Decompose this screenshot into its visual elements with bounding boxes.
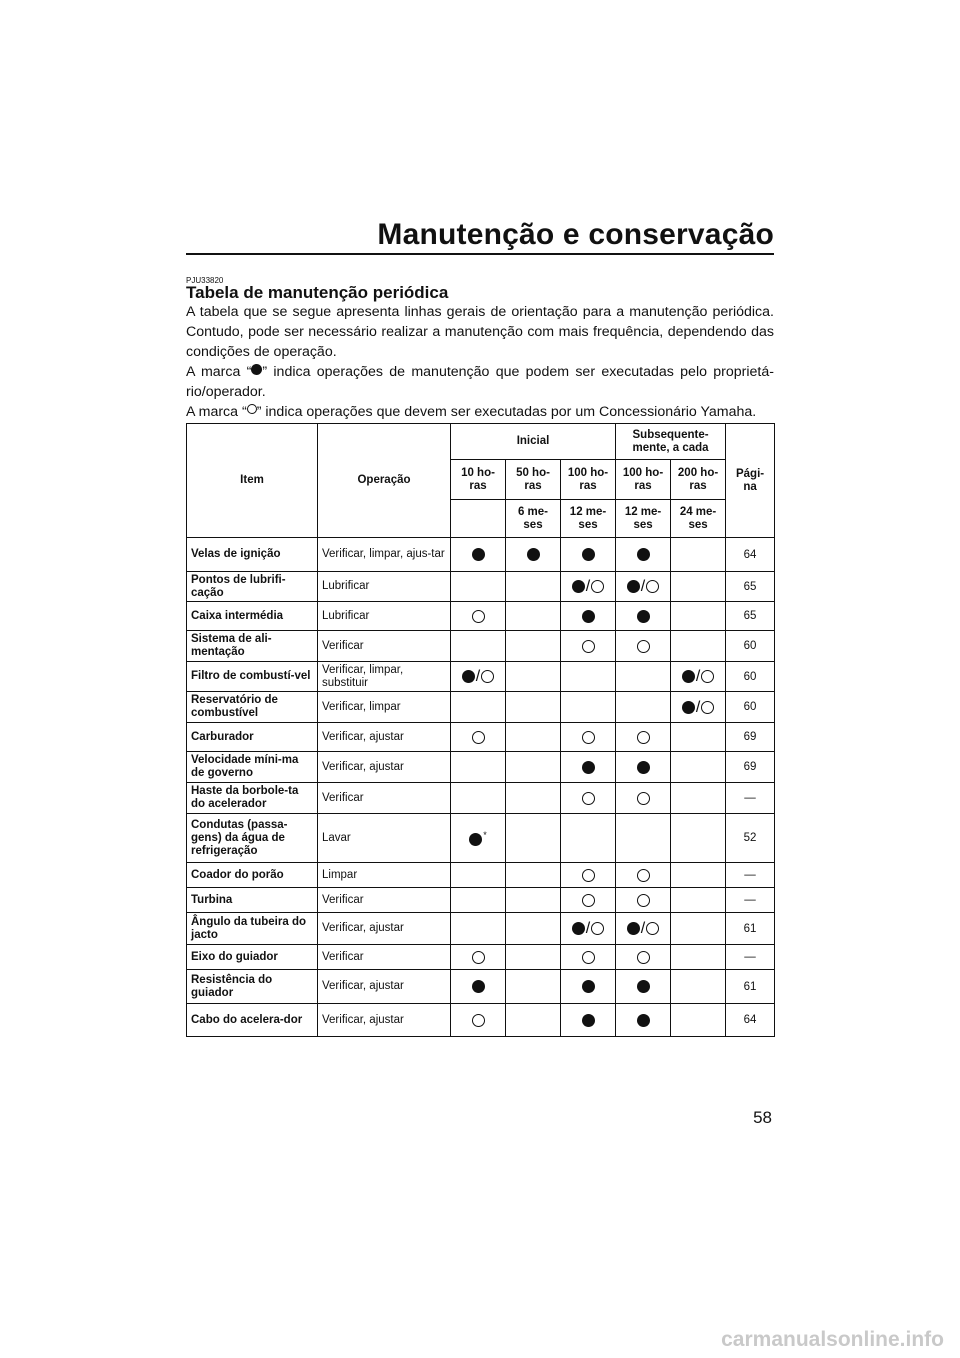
row-item: Eixo do guiador	[187, 945, 318, 970]
header-months	[451, 500, 506, 538]
row-page: 60	[726, 631, 775, 662]
open-mark-after: ” indica operações que devem ser executadas por um Concessionário Yamaha.	[256, 404, 757, 420]
row-page: 60	[726, 692, 775, 723]
open-circle-icon	[582, 792, 595, 805]
row-mark	[451, 945, 506, 970]
slash-icon: /	[640, 578, 646, 595]
row-operation: Verificar	[318, 945, 451, 970]
row-mark	[561, 814, 616, 863]
page-title: Manutenção e conservação	[377, 218, 774, 251]
row-mark	[616, 913, 671, 945]
header-hours: 50 ho-ras	[506, 460, 561, 500]
open-circle-icon	[472, 610, 485, 623]
table-row	[187, 888, 775, 913]
open-circle-icon	[637, 731, 650, 744]
row-mark	[671, 913, 726, 945]
row-item: Cabo do acelera-dor	[187, 1004, 318, 1037]
row-mark	[671, 752, 726, 783]
open-circle-icon	[646, 922, 659, 935]
row-mark	[616, 692, 671, 723]
row-mark	[451, 888, 506, 913]
filled-circle-icon	[637, 761, 650, 774]
row-mark	[506, 888, 561, 913]
row-operation: Verificar, ajustar	[318, 723, 451, 752]
table-row	[187, 572, 775, 602]
table-row	[187, 602, 775, 631]
header-hours: 200 ho-ras	[671, 460, 726, 500]
row-mark	[451, 572, 506, 602]
filled-circle-icon	[251, 364, 262, 375]
row-mark	[561, 783, 616, 814]
row-mark	[616, 723, 671, 752]
open-circle-icon	[701, 670, 714, 683]
row-mark	[671, 1004, 726, 1037]
row-operation: Verificar, ajustar	[318, 913, 451, 945]
row-page: —	[726, 783, 775, 814]
row-item: Coador do porão	[187, 863, 318, 888]
row-mark	[451, 1004, 506, 1037]
row-operation: Verificar	[318, 783, 451, 814]
filled-circle-icon	[582, 1014, 595, 1027]
row-mark	[616, 863, 671, 888]
table-row	[187, 752, 775, 783]
row-mark	[451, 538, 506, 572]
filled-circle-icon	[637, 610, 650, 623]
table-row	[187, 538, 775, 572]
row-mark	[506, 723, 561, 752]
row-item: Carburador	[187, 723, 318, 752]
row-mark	[616, 631, 671, 662]
table-row	[187, 631, 775, 662]
row-operation: Lubrificar	[318, 572, 451, 602]
open-mark-before: A marca “	[186, 404, 247, 420]
open-circle-icon	[591, 580, 604, 593]
header-hours: 100 ho-ras	[616, 460, 671, 500]
row-mark	[671, 888, 726, 913]
row-mark	[616, 945, 671, 970]
row-mark	[616, 814, 671, 863]
row-page: 65	[726, 602, 775, 631]
row-item: Turbina	[187, 888, 318, 913]
slash-icon: /	[475, 668, 481, 685]
row-mark	[671, 572, 726, 602]
row-page: 65	[726, 572, 775, 602]
header-months: 12 me-ses	[616, 500, 671, 538]
table-row	[187, 945, 775, 970]
row-mark	[506, 945, 561, 970]
row-operation: Verificar, limpar, ajus-tar	[318, 538, 451, 572]
open-circle-icon	[582, 894, 595, 907]
watermark: carmanualsonline.info	[721, 1328, 944, 1351]
header-hours: 10 ho-ras	[451, 460, 506, 500]
row-mark	[561, 752, 616, 783]
filled-mark-before: A marca “	[186, 364, 252, 380]
row-item: Resistência do guiador	[187, 970, 318, 1004]
slash-icon: /	[695, 698, 701, 716]
row-mark	[506, 863, 561, 888]
row-item: Sistema de ali-mentação	[187, 631, 318, 662]
row-page: —	[726, 863, 775, 888]
open-circle-icon	[637, 894, 650, 907]
filled-circle-icon	[582, 980, 595, 993]
filled-circle-icon	[572, 922, 585, 935]
row-mark	[671, 602, 726, 631]
row-item: Velocidade míni-ma de governo	[187, 752, 318, 783]
section-code: PJU33820	[186, 276, 224, 285]
row-mark	[616, 752, 671, 783]
row-mark	[506, 692, 561, 723]
table-row	[187, 783, 775, 814]
row-mark	[561, 631, 616, 662]
row-mark	[451, 783, 506, 814]
header-initial: Inicial	[451, 424, 616, 460]
row-mark	[616, 1004, 671, 1037]
row-mark	[506, 631, 561, 662]
row-page: 61	[726, 913, 775, 945]
row-mark	[561, 863, 616, 888]
table-row	[187, 970, 775, 1004]
row-mark	[616, 662, 671, 692]
row-item: Haste da borbole-ta do acelerador	[187, 783, 318, 814]
row-mark	[616, 572, 671, 602]
row-operation: Verificar	[318, 888, 451, 913]
row-item: Velas de ignição	[187, 538, 318, 572]
open-circle-icon	[582, 731, 595, 744]
row-mark	[561, 723, 616, 752]
row-mark	[506, 1004, 561, 1037]
row-page: 69	[726, 723, 775, 752]
table-row	[187, 723, 775, 752]
row-mark	[451, 631, 506, 662]
open-circle-icon	[701, 701, 714, 714]
row-mark	[561, 692, 616, 723]
filled-circle-icon	[637, 548, 650, 561]
open-circle-icon	[591, 922, 604, 935]
open-circle-icon	[481, 670, 494, 683]
row-mark	[616, 888, 671, 913]
intro-paragraph: A tabela que se segue apresenta linhas gerais de orientação para a manutenção periódica. Contudo, pode ser necessário realizar a manutenção com mais frequência, dependendo das condições de operação.	[186, 304, 774, 360]
filled-circle-icon	[527, 548, 540, 561]
row-mark	[561, 1004, 616, 1037]
row-operation: Verificar, ajustar	[318, 1004, 451, 1037]
header-page: Pági-na	[726, 424, 775, 538]
row-mark	[506, 602, 561, 631]
row-operation: Verificar, ajustar	[318, 752, 451, 783]
row-mark	[451, 752, 506, 783]
intro-text	[186, 302, 774, 422]
asterisk-note: *	[483, 830, 487, 841]
row-mark	[671, 631, 726, 662]
open-circle-icon	[247, 404, 257, 414]
table-row	[187, 1004, 775, 1037]
filled-mark-paragraph	[186, 362, 774, 402]
filled-circle-icon	[637, 980, 650, 993]
row-operation: Verificar, limpar, substituir	[318, 662, 451, 692]
row-mark	[451, 863, 506, 888]
open-circle-icon	[637, 869, 650, 882]
row-mark	[561, 913, 616, 945]
row-page: 69	[726, 752, 775, 783]
open-circle-icon	[472, 1014, 485, 1027]
filled-circle-icon	[627, 922, 640, 935]
header-operation: Operação	[318, 424, 451, 538]
row-item: Caixa intermédia	[187, 602, 318, 631]
filled-circle-icon	[472, 980, 485, 993]
header-subsequent: Subsequente-mente, a cada	[616, 424, 726, 460]
open-circle-icon	[637, 640, 650, 653]
row-operation: Lubrificar	[318, 602, 451, 631]
row-mark	[671, 662, 726, 692]
filled-mark-after: ” indica operações de manutenção que podem ser executadas pelo proprietá-rio/operador.	[186, 364, 774, 400]
row-mark	[671, 970, 726, 1004]
row-mark	[451, 913, 506, 945]
row-page: 60	[726, 662, 775, 692]
row-item: Condutas (passa-gens) da água de refrigeração	[187, 814, 318, 863]
open-circle-icon	[637, 792, 650, 805]
page-number: 58	[753, 1108, 772, 1127]
filled-circle-icon	[472, 548, 485, 561]
slash-icon: /	[585, 920, 591, 937]
row-item: Ângulo da tubeira do jacto	[187, 913, 318, 945]
open-circle-icon	[472, 951, 485, 964]
row-mark	[671, 723, 726, 752]
filled-circle-icon	[469, 833, 482, 846]
row-operation: Verificar, ajustar	[318, 970, 451, 1004]
row-mark	[671, 814, 726, 863]
row-mark	[616, 783, 671, 814]
row-mark	[506, 572, 561, 602]
row-mark	[506, 538, 561, 572]
table-row	[187, 692, 775, 723]
row-operation: Lavar	[318, 814, 451, 863]
row-mark	[506, 783, 561, 814]
slash-icon: /	[640, 920, 646, 937]
slash-icon: /	[585, 578, 591, 595]
row-mark	[671, 945, 726, 970]
row-mark	[561, 888, 616, 913]
row-mark	[506, 814, 561, 863]
open-mark-paragraph	[186, 402, 774, 422]
row-mark	[561, 602, 616, 631]
row-page: 52	[726, 814, 775, 863]
row-mark	[616, 970, 671, 1004]
header-hours: 100 ho-ras	[561, 460, 616, 500]
filled-circle-icon	[462, 670, 475, 683]
open-circle-icon	[582, 869, 595, 882]
row-page: —	[726, 945, 775, 970]
filled-circle-icon	[572, 580, 585, 593]
row-mark	[671, 783, 726, 814]
row-mark	[451, 970, 506, 1004]
row-mark	[671, 692, 726, 723]
row-mark	[671, 538, 726, 572]
open-circle-icon	[582, 640, 595, 653]
filled-circle-icon	[682, 701, 695, 714]
row-page: 64	[726, 1004, 775, 1037]
header-months: 12 me-ses	[561, 500, 616, 538]
section-heading: Tabela de manutenção periódica	[186, 283, 449, 302]
open-circle-icon	[646, 580, 659, 593]
row-operation: Verificar, limpar	[318, 692, 451, 723]
row-mark	[506, 662, 561, 692]
open-circle-icon	[472, 731, 485, 744]
row-operation: Limpar	[318, 863, 451, 888]
table-body	[187, 538, 775, 1037]
row-mark	[671, 863, 726, 888]
table-row	[187, 814, 775, 863]
row-mark	[616, 602, 671, 631]
row-mark	[451, 662, 506, 692]
header-months: 6 me-ses	[506, 500, 561, 538]
table-row	[187, 913, 775, 945]
row-mark	[451, 692, 506, 723]
row-operation: Verificar	[318, 631, 451, 662]
row-mark	[561, 662, 616, 692]
row-mark	[561, 572, 616, 602]
open-circle-icon	[582, 951, 595, 964]
row-mark	[451, 723, 506, 752]
filled-circle-icon	[637, 1014, 650, 1027]
row-item: Pontos de lubrifi-cação	[187, 572, 318, 602]
filled-circle-icon	[582, 610, 595, 623]
row-mark	[506, 913, 561, 945]
open-circle-icon	[637, 951, 650, 964]
header-item: Item	[187, 424, 318, 538]
row-item: Reservatório de combustível	[187, 692, 318, 723]
filled-circle-icon	[582, 761, 595, 774]
row-page: —	[726, 888, 775, 913]
filled-circle-icon	[682, 670, 695, 683]
row-mark	[616, 538, 671, 572]
title-rule	[186, 253, 774, 255]
slash-icon: /	[695, 668, 701, 685]
row-item: Filtro de combustí-vel	[187, 662, 318, 692]
maintenance-table	[186, 423, 775, 1037]
row-mark	[506, 752, 561, 783]
row-mark	[561, 945, 616, 970]
row-mark	[561, 970, 616, 1004]
filled-circle-icon	[582, 548, 595, 561]
table-row	[187, 662, 775, 692]
row-page: 61	[726, 970, 775, 1004]
row-mark	[451, 602, 506, 631]
filled-circle-icon	[627, 580, 640, 593]
table-row	[187, 863, 775, 888]
row-mark	[506, 970, 561, 1004]
row-mark	[561, 538, 616, 572]
row-page: 64	[726, 538, 775, 572]
header-months: 24 me-ses	[671, 500, 726, 538]
row-mark	[451, 814, 506, 863]
